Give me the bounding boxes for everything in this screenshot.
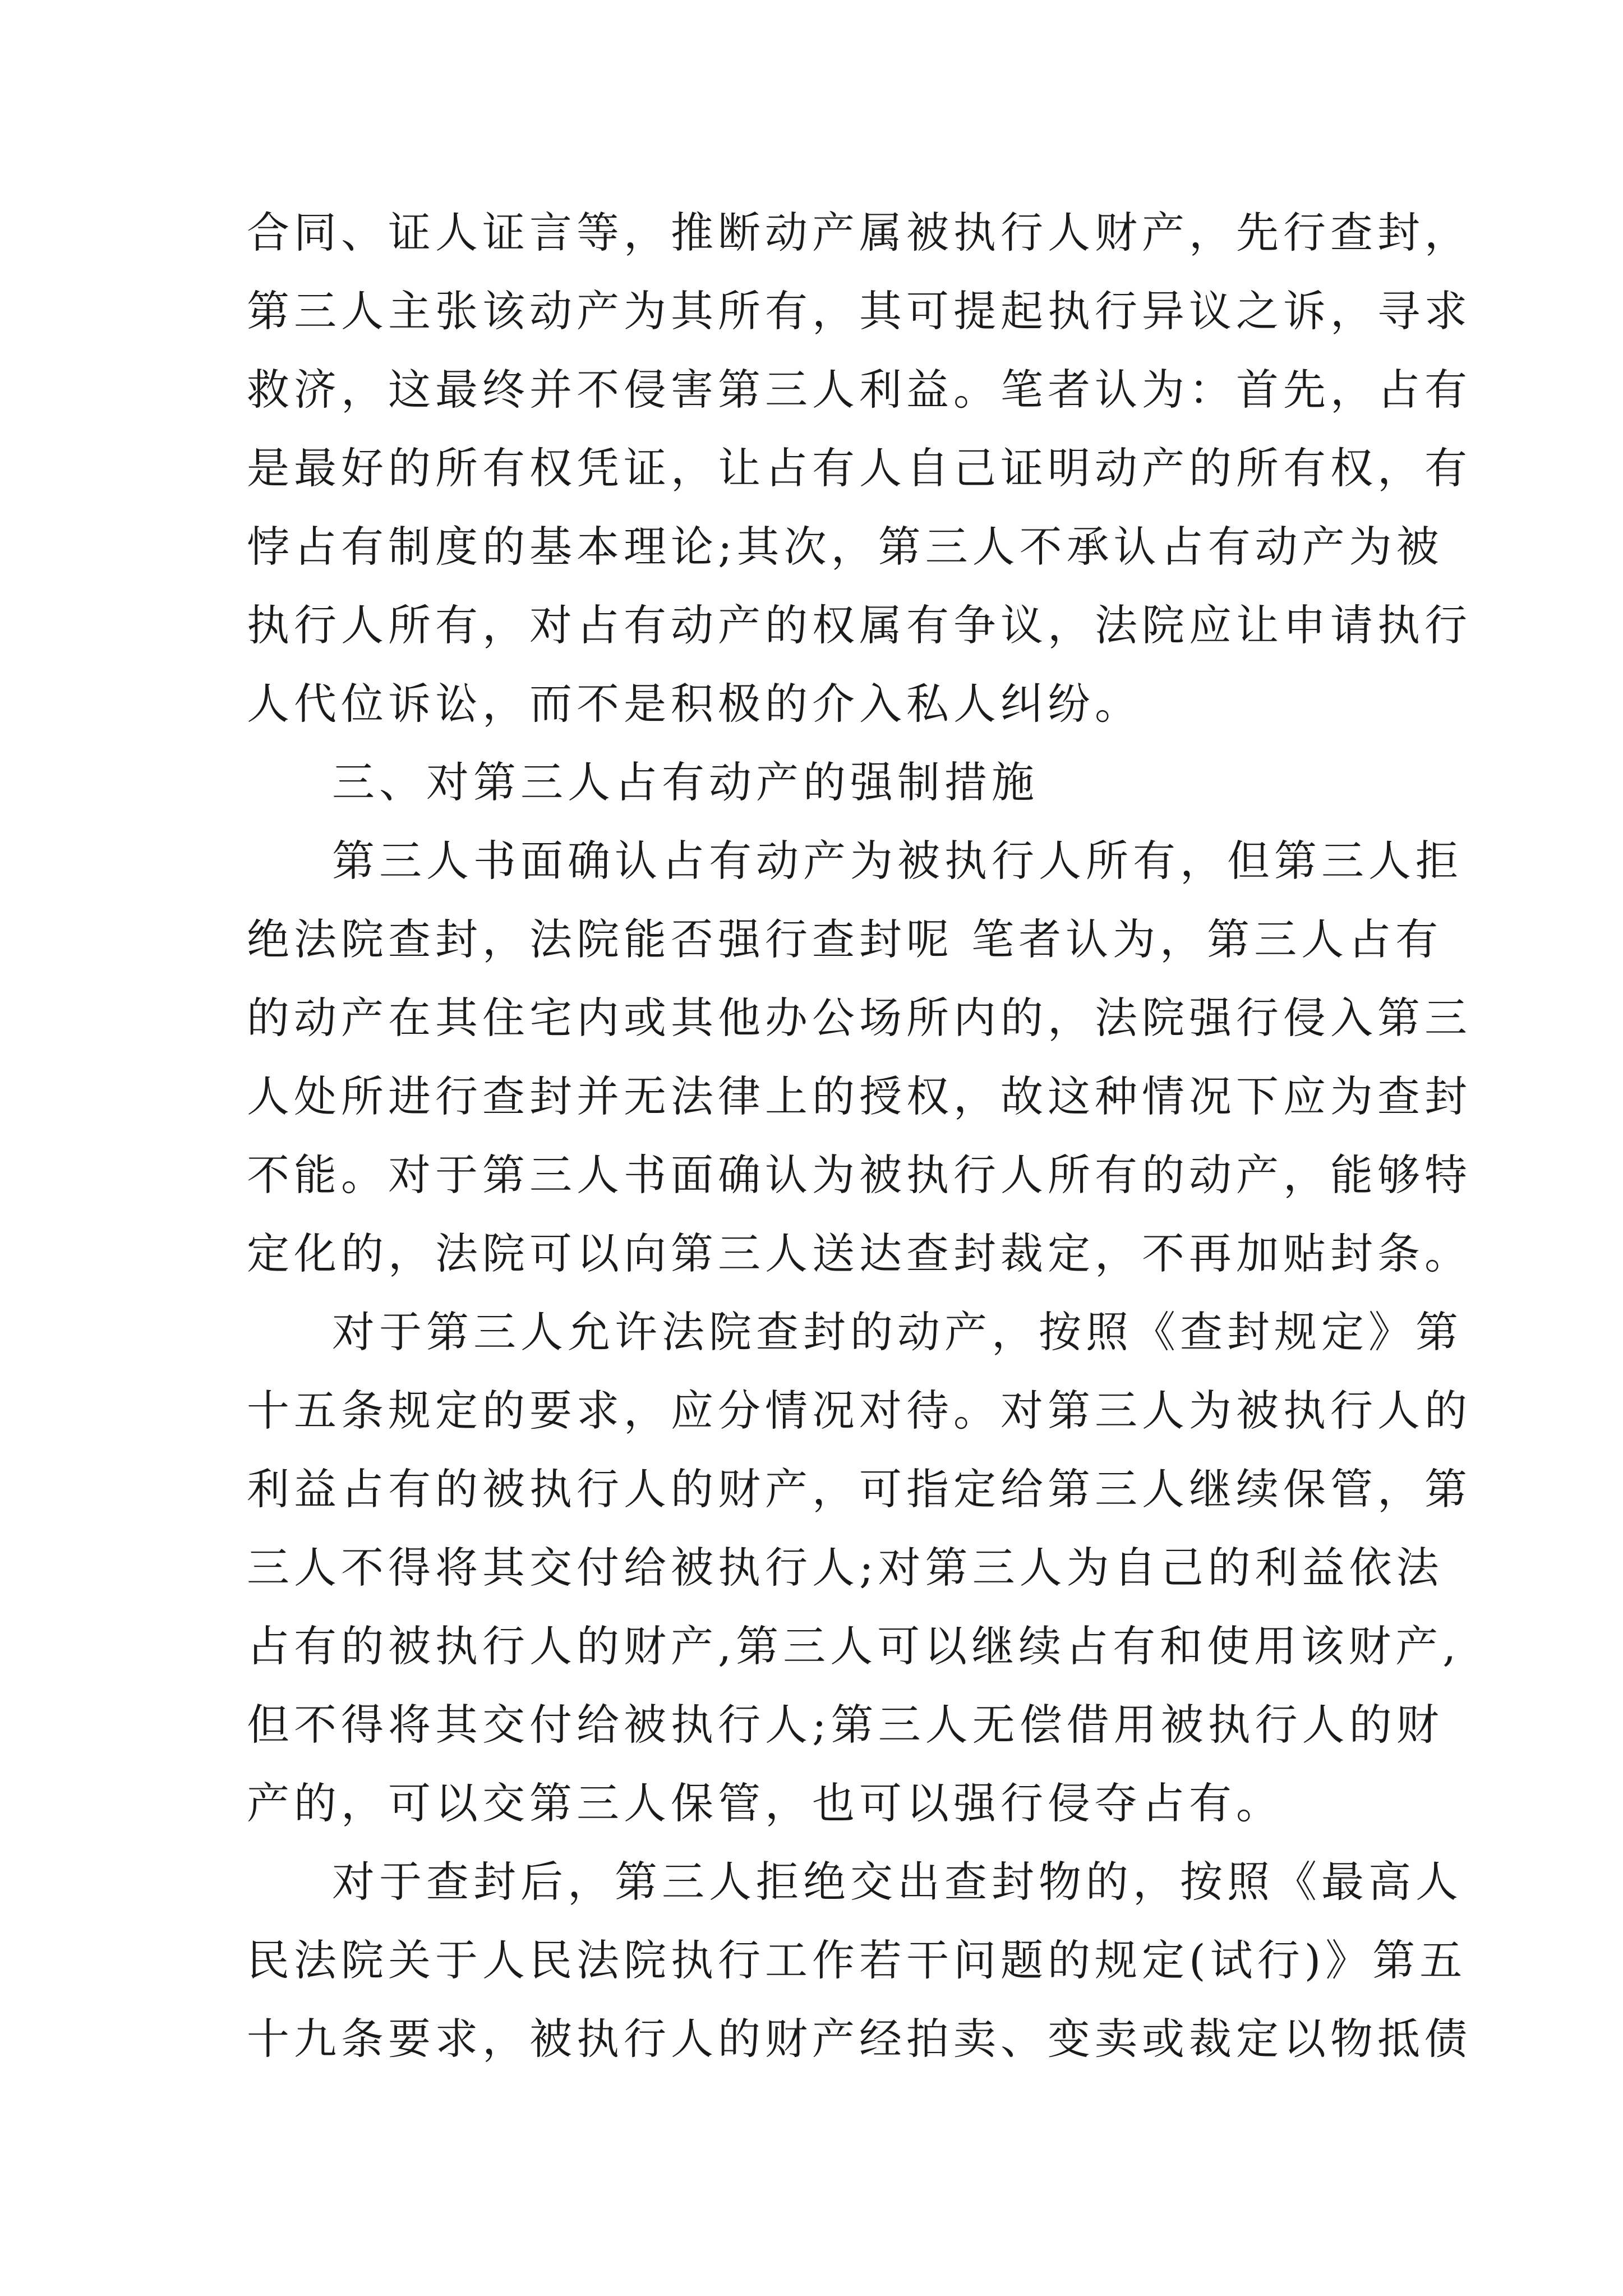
text-line: 不能。对于第三人书面确认为被执行人所有的动产，能够特	[247, 1150, 1472, 1200]
text-line: 对于查封后，第三人拒绝交出查封物的，按照《最高人	[332, 1857, 1463, 1907]
text-line: 十五条规定的要求，应分情况对待。对第三人为被执行人的	[247, 1386, 1472, 1435]
text-line: 产的，可以交第三人保管，也可以强行侵夺占有。	[247, 1778, 1283, 1828]
text-line: 的动产在其住宅内或其他办公场所内的，法院强行侵入第三	[247, 993, 1472, 1043]
body-text	[247, 194, 1472, 2078]
text-line: 执行人所有，对占有动产的权属有争议，法院应让申请执行	[247, 600, 1472, 650]
text-line: 利益占有的被执行人的财产，可指定给第三人继续保管，第	[247, 1464, 1472, 1514]
text-line: 第三人书面确认占有动产为被执行人所有，但第三人拒	[332, 836, 1463, 886]
text-line: 定化的，法院可以向第三人送达查封裁定，不再加贴封条。	[247, 1228, 1472, 1278]
text-line: 对于第三人允许法院查封的动产，按照《查封规定》第	[332, 1307, 1463, 1357]
text-line: 绝法院查封，法院能否强行查封呢 笔者认为，第三人占有	[247, 914, 1443, 964]
text-line: 三人不得将其交付给被执行人;对第三人为自己的利益依法	[247, 1543, 1444, 1593]
text-line: 悖占有制度的基本理论;其次，第三人不承认占有动产为被	[247, 522, 1444, 572]
text-line: 民法院关于人民法院执行工作若干问题的规定(试行)》第五	[247, 1935, 1467, 1985]
text-line: 救济，这最终并不侵害第三人利益。笔者认为：首先，占有	[247, 365, 1472, 415]
text-line: 但不得将其交付给被执行人;第三人无偿借用被执行人的财	[247, 1700, 1444, 1750]
text-line: 是最好的所有权凭证，让占有人自己证明动产的所有权，有	[247, 443, 1472, 493]
section-heading: 三、对第三人占有动产的强制措施	[332, 757, 1039, 807]
text-line: 合同、证人证言等，推断动产属被执行人财产，先行查封，	[247, 208, 1472, 257]
text-line: 十九条要求，被执行人的财产经拍卖、变卖或裁定以物抵债	[247, 2014, 1472, 2064]
text-line: 人处所进行查封并无法律上的授权，故这种情况下应为查封	[247, 1071, 1472, 1121]
text-line: 人代位诉讼，而不是积极的介入私人纠纷。	[247, 679, 1142, 729]
text-line: 占有的被执行人的财产,第三人可以继续占有和使用该财产,	[247, 1621, 1461, 1671]
text-line: 第三人主张该动产为其所有，其可提起执行异议之诉，寻求	[247, 286, 1472, 336]
